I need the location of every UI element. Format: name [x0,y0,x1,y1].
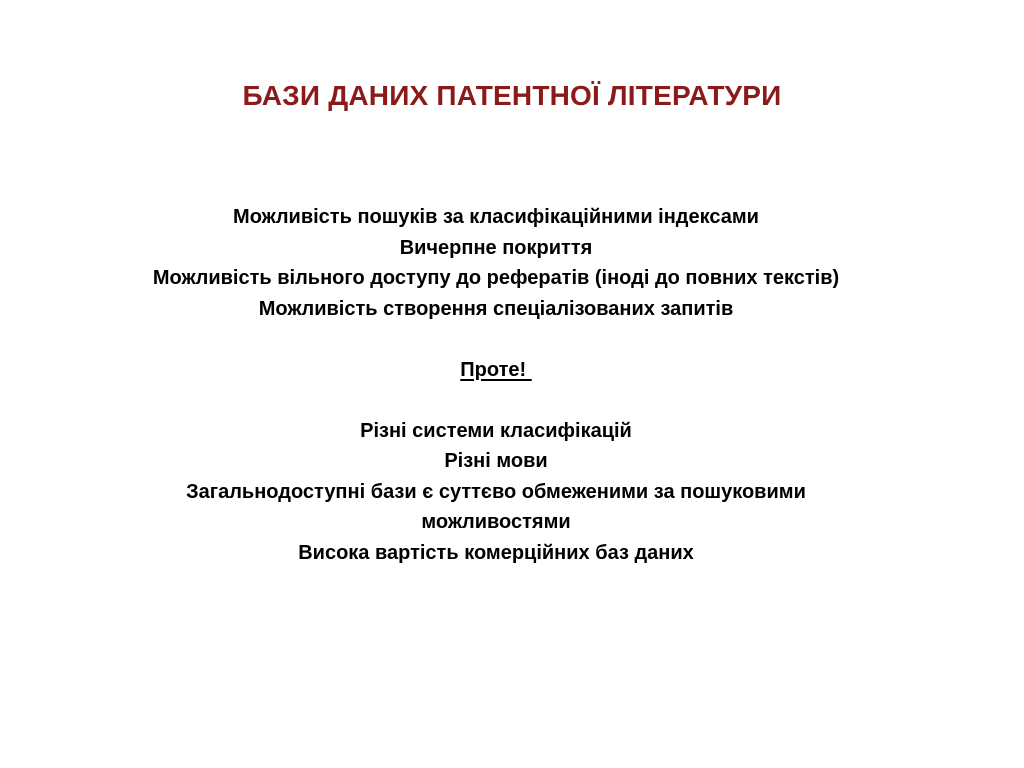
slide-body [40,202,952,568]
however-label: Проте! [460,358,532,381]
advantage-item-4: Можливість створення спеціалізованих запитів [258,297,734,320]
advantage-item-3: Можливість вільного доступу до рефератів (іноді до повних текстів) [152,267,840,289]
advantage-item-1: Можливість пошуків за класифікаційними індексами [233,206,759,228]
advantage-item-2: Вичерпне покриття [399,236,593,259]
however-line [40,355,952,386]
slide-title: БАЗИ ДАНИХ ПАТЕНТНОЇ ЛІТЕРАТУРИ [242,80,782,111]
spacer [40,385,952,416]
drawback-item-3-continued: можливостями [421,511,571,533]
drawback-item-4: Висока вартість комерційних баз даних [298,541,694,564]
spacer [40,324,952,355]
drawback-item-2: Різні мови [444,450,548,472]
drawback-item-3: Загальнодоступні бази є суттєво обмеженими за пошуковими [186,480,806,503]
drawback-item-1: Різні системи класифікацій [360,419,632,442]
